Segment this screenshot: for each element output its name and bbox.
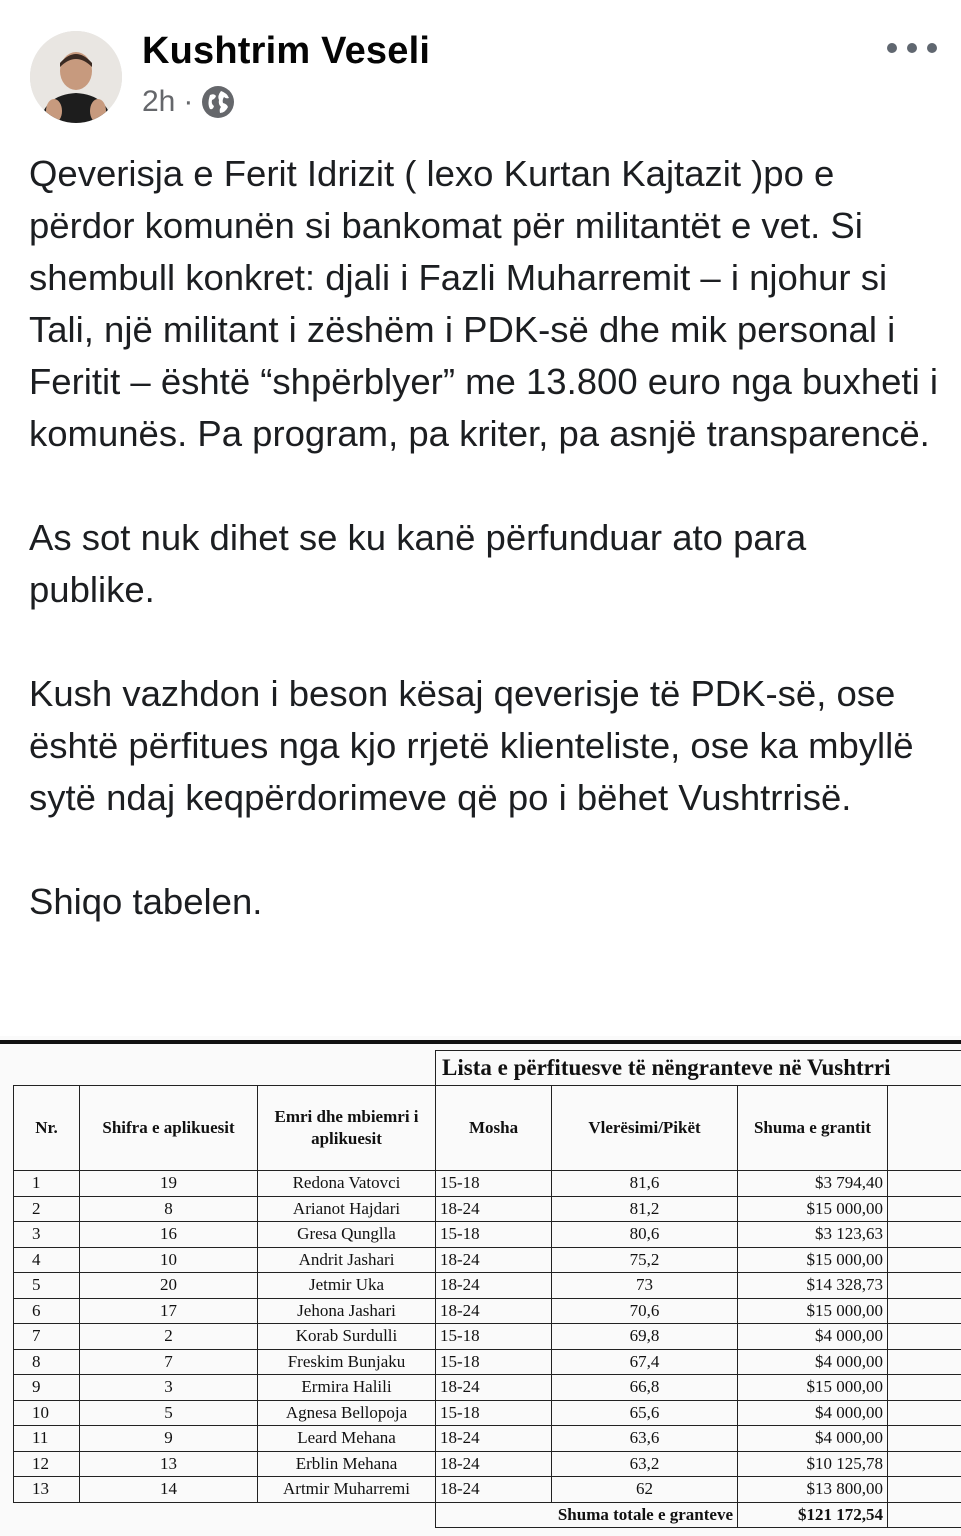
table-cell: 18-24 bbox=[436, 1426, 552, 1452]
empty-column-header bbox=[888, 1086, 961, 1171]
table-row bbox=[14, 1298, 961, 1324]
table-cell: Freskim Bunjaku bbox=[258, 1349, 436, 1375]
table-cell: 15-18 bbox=[436, 1349, 552, 1375]
table-cell: Erblin Mehana bbox=[258, 1451, 436, 1477]
table-cell: 18-24 bbox=[436, 1375, 552, 1401]
table-cell: $15 000,00 bbox=[738, 1375, 888, 1401]
table-cell: Arianot Hajdari bbox=[258, 1196, 436, 1222]
more-options-icon[interactable] bbox=[887, 30, 937, 66]
table-cell: 10 bbox=[14, 1400, 80, 1426]
table-row bbox=[14, 1451, 961, 1477]
table-cell: 81,2 bbox=[552, 1196, 738, 1222]
table-cell: 66,8 bbox=[552, 1375, 738, 1401]
table-cell: $4 000,00 bbox=[738, 1349, 888, 1375]
table-cell: 65,6 bbox=[552, 1400, 738, 1426]
post-text bbox=[29, 148, 939, 928]
column-header: Emri dhe mbiemri i aplikuesit bbox=[258, 1086, 436, 1171]
table-cell: 1 bbox=[14, 1171, 80, 1197]
table-cell: 75,2 bbox=[552, 1247, 738, 1273]
table-cell: 18-24 bbox=[436, 1196, 552, 1222]
table-cell: 15-18 bbox=[436, 1400, 552, 1426]
table-cell: 17 bbox=[80, 1298, 258, 1324]
table-cell-empty bbox=[888, 1477, 961, 1503]
table-cell: 15-18 bbox=[436, 1222, 552, 1248]
table-cell: 80,6 bbox=[552, 1222, 738, 1248]
table-cell: 67,4 bbox=[552, 1349, 738, 1375]
table-cell-empty bbox=[888, 1375, 961, 1401]
table-cell: 7 bbox=[14, 1324, 80, 1350]
author-name[interactable]: Kushtrim Veseli bbox=[142, 30, 431, 72]
table-cell: $10 125,78 bbox=[738, 1451, 888, 1477]
table-cell-empty bbox=[888, 1426, 961, 1452]
table-row bbox=[14, 1273, 961, 1299]
table-cell: 18-24 bbox=[436, 1451, 552, 1477]
table-body bbox=[14, 1171, 961, 1503]
table-row bbox=[14, 1196, 961, 1222]
table-cell: 3 bbox=[14, 1222, 80, 1248]
table-cell: 6 bbox=[14, 1298, 80, 1324]
table-cell: 81,6 bbox=[552, 1171, 738, 1197]
table-row bbox=[14, 1400, 961, 1426]
table-cell: Redona Vatovci bbox=[258, 1171, 436, 1197]
grants-table bbox=[13, 1050, 961, 1528]
table-title: Lista e përfituesve të nëngranteve në Vushtrri bbox=[436, 1051, 961, 1086]
table-row bbox=[14, 1477, 961, 1503]
avatar-image bbox=[30, 31, 122, 123]
table-cell: 7 bbox=[80, 1349, 258, 1375]
post-paragraph: Qeverisja e Ferit Idrizit ( lexo Kurtan Kajtazit )po e përdor komunën si bankomat për militantët e vet. Si shembull konkret: djali i Fazli Muharremit – i njohur si Tali, një militant i zëshëm i PDK-së dhe mik personal i Feritit – është “shpërblyer” me 13.800 euro nga buxheti i komunës. Pa program, pa kriter, pa asnjë transparencë. bbox=[29, 153, 938, 454]
table-cell: 13 bbox=[80, 1451, 258, 1477]
column-header: Shuma e grantit bbox=[738, 1086, 888, 1171]
table-cell: Jetmir Uka bbox=[258, 1273, 436, 1299]
table-cell: Agnesa Bellopoja bbox=[258, 1400, 436, 1426]
table-cell: $13 800,00 bbox=[738, 1477, 888, 1503]
table-cell-empty bbox=[888, 1196, 961, 1222]
table-cell: $15 000,00 bbox=[738, 1247, 888, 1273]
table-cell: 18-24 bbox=[436, 1273, 552, 1299]
avatar[interactable] bbox=[30, 31, 122, 123]
table-cell: 11 bbox=[14, 1426, 80, 1452]
table-cell: 5 bbox=[80, 1400, 258, 1426]
table-cell: Jehona Jashari bbox=[258, 1298, 436, 1324]
dot bbox=[927, 43, 937, 53]
table-cell-empty bbox=[888, 1273, 961, 1299]
table-cell-empty bbox=[888, 1171, 961, 1197]
table-row bbox=[14, 1375, 961, 1401]
table-row bbox=[14, 1222, 961, 1248]
table-cell: 15-18 bbox=[436, 1171, 552, 1197]
table-header-row bbox=[14, 1086, 961, 1171]
table-title-row bbox=[14, 1051, 961, 1086]
table-cell: 14 bbox=[80, 1477, 258, 1503]
total-value: $121 172,54 bbox=[738, 1502, 888, 1527]
table-cell: $15 000,00 bbox=[738, 1196, 888, 1222]
table-cell: 19 bbox=[80, 1171, 258, 1197]
table-cell: 69,8 bbox=[552, 1324, 738, 1350]
table-cell: $4 000,00 bbox=[738, 1324, 888, 1350]
table-total-row bbox=[14, 1502, 961, 1527]
table-cell: 15-18 bbox=[436, 1324, 552, 1350]
table-cell-empty bbox=[888, 1400, 961, 1426]
globe-icon[interactable] bbox=[201, 85, 235, 119]
post-paragraph: Kush vazhdon i beson kësaj qeverisje të PDK-së, ose është përfitues nga kjo rrjetë klienteliste, ose ka mbyllë sytë ndaj keqpërdorimeve që po i bëhet Vushtrrisë. bbox=[29, 673, 914, 818]
table-cell: 8 bbox=[14, 1349, 80, 1375]
table-cell: 18-24 bbox=[436, 1247, 552, 1273]
post-header bbox=[0, 0, 961, 130]
table-cell-empty bbox=[888, 1324, 961, 1350]
table-cell: 5 bbox=[14, 1273, 80, 1299]
table-cell: $15 000,00 bbox=[738, 1298, 888, 1324]
dot bbox=[907, 43, 917, 53]
table-cell: $14 328,73 bbox=[738, 1273, 888, 1299]
attached-document-image[interactable] bbox=[0, 1036, 961, 1536]
table-cell: 63,6 bbox=[552, 1426, 738, 1452]
table-cell: 10 bbox=[80, 1247, 258, 1273]
table-cell-empty bbox=[888, 1451, 961, 1477]
meta-separator: · bbox=[183, 85, 194, 118]
column-header: Mosha bbox=[436, 1086, 552, 1171]
table-cell: 70,6 bbox=[552, 1298, 738, 1324]
table-row bbox=[14, 1349, 961, 1375]
post-time[interactable]: 2h bbox=[142, 85, 176, 118]
table-cell: 2 bbox=[14, 1196, 80, 1222]
dot bbox=[887, 43, 897, 53]
table-cell: 20 bbox=[80, 1273, 258, 1299]
table-cell: 73 bbox=[552, 1273, 738, 1299]
table-cell-empty bbox=[888, 1222, 961, 1248]
table-cell: 8 bbox=[80, 1196, 258, 1222]
table-cell-empty bbox=[888, 1247, 961, 1273]
table-cell: 4 bbox=[14, 1247, 80, 1273]
post-meta bbox=[142, 84, 235, 120]
table-cell: 13 bbox=[14, 1477, 80, 1503]
table-row bbox=[14, 1324, 961, 1350]
table-cell: 16 bbox=[80, 1222, 258, 1248]
table-cell: 62 bbox=[552, 1477, 738, 1503]
table-cell: 9 bbox=[80, 1426, 258, 1452]
column-header: Vlerësimi/Pikët bbox=[552, 1086, 738, 1171]
table-cell: Artmir Muharremi bbox=[258, 1477, 436, 1503]
table-row bbox=[14, 1426, 961, 1452]
table-cell-empty bbox=[888, 1349, 961, 1375]
table-cell: 9 bbox=[14, 1375, 80, 1401]
table-cell: 18-24 bbox=[436, 1477, 552, 1503]
table-cell: Leard Mehana bbox=[258, 1426, 436, 1452]
table-cell: 2 bbox=[80, 1324, 258, 1350]
table-cell: 12 bbox=[14, 1451, 80, 1477]
table-cell-empty bbox=[888, 1298, 961, 1324]
table-row bbox=[14, 1171, 961, 1197]
column-header: Nr. bbox=[14, 1086, 80, 1171]
table-cell: Gresa Qunglla bbox=[258, 1222, 436, 1248]
table-cell: $3 123,63 bbox=[738, 1222, 888, 1248]
table-cell: $4 000,00 bbox=[738, 1400, 888, 1426]
table-cell: $4 000,00 bbox=[738, 1426, 888, 1452]
total-label: Shuma totale e granteve bbox=[436, 1502, 738, 1527]
document-border bbox=[0, 1040, 961, 1044]
table-cell: Ermira Halili bbox=[258, 1375, 436, 1401]
table-cell: Andrit Jashari bbox=[258, 1247, 436, 1273]
post-paragraph: As sot nuk dihet se ku kanë përfunduar ato para publike. bbox=[29, 517, 807, 610]
post-paragraph: Shiqo tabelen. bbox=[29, 881, 263, 922]
table-cell: Korab Surdulli bbox=[258, 1324, 436, 1350]
table-cell: 63,2 bbox=[552, 1451, 738, 1477]
table-cell: $3 794,40 bbox=[738, 1171, 888, 1197]
column-header: Shifra e aplikuesit bbox=[80, 1086, 258, 1171]
table-cell: 3 bbox=[80, 1375, 258, 1401]
table-row bbox=[14, 1247, 961, 1273]
table-cell: 18-24 bbox=[436, 1298, 552, 1324]
